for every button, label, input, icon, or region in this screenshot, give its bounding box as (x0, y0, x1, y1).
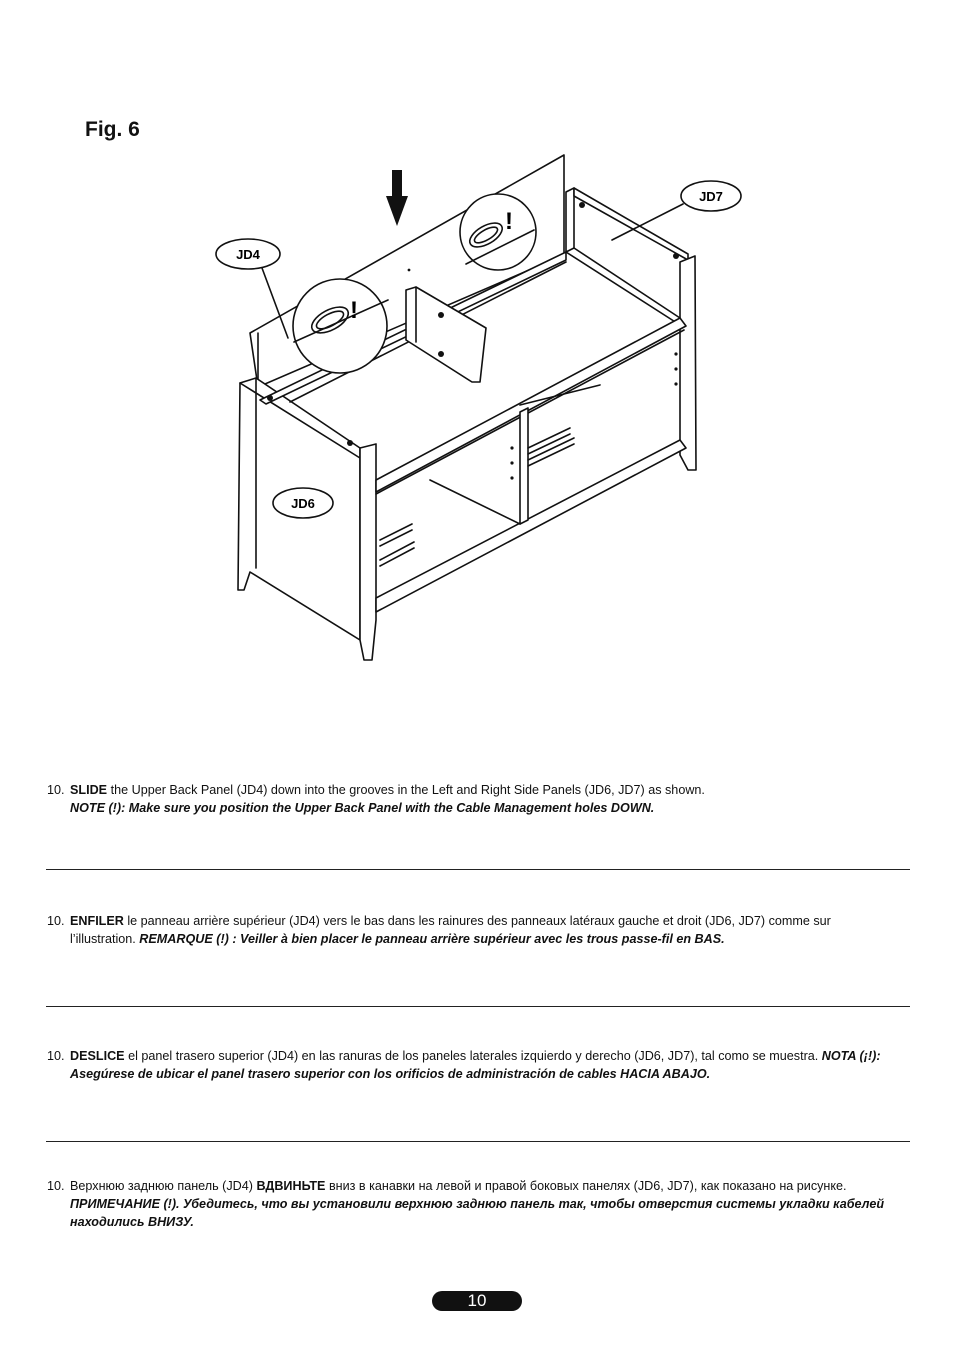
instruction-verb: ВДВИНЬТЕ (256, 1179, 326, 1193)
instruction-verb: ENFILER (70, 914, 124, 928)
label-jd4: JD4 (236, 247, 260, 262)
divider (46, 1141, 910, 1142)
instruction-ru: 10. Верхнюю заднюю панель (JD4) ВДВИНЬТЕ вниз в канавки на левой и правой боковых панелях (JD6, JD7), как показано на рисунке. ПРИМЕЧАНИЕ (!). Убедитесь, что вы установили верхнюю заднюю панель так, чтобы отверстия системы укладки кабелей находились ВНИЗУ. (47, 1179, 885, 1229)
instruction-verb: DESLICE (70, 1049, 125, 1063)
instruction-verb: SLIDE (70, 783, 108, 797)
upper-back-panel (250, 155, 564, 387)
caution-mark-left: ! (350, 297, 358, 324)
down-arrow-icon (386, 170, 408, 226)
divider (46, 1006, 910, 1007)
instruction-note: NOTE (!): Make sure you position the Upper Back Panel with the Cable Management holes DOWN. (70, 801, 655, 815)
instruction-en: 10. SLIDE the Upper Back Panel (JD4) down into the grooves in the Left and Right Side Panels (JD6, JD7) as shown. NOTE (!): Make sure you position the Upper Back Panel with the Cable Management holes DOWN. (47, 783, 705, 815)
detail-circle-left (293, 279, 388, 373)
instruction-fr: 10. ENFILER le panneau arrière supérieur (JD4) vers le bas dans les rainures des panneaux latéraux gauche et droit (JD6, JD7) comme sur l’illustration. REMARQUE (!) : Veiller à bien placer le panneau arrière supérieur avec les trous passe-fil en BAS. (47, 914, 831, 946)
instruction-note: ПРИМЕЧАНИЕ (!). Убедитесь, что вы установили верхнюю заднюю панель так, чтобы отверстия системы укладки кабелей находились ВНИЗУ. (70, 1197, 885, 1229)
label-jd6: JD6 (291, 496, 315, 511)
caution-mark-right: ! (505, 208, 513, 235)
label-jd7: JD7 (699, 189, 723, 204)
instruction-note: NOTA (¡!): Asegúrese de ubicar el panel trasero superior con los orificios de administración de cables HACIA ABAJO. (70, 1049, 881, 1081)
divider (46, 869, 910, 870)
left-side-panel (238, 378, 376, 660)
page-number: 10 (432, 1291, 522, 1311)
detail-circle-right (460, 194, 536, 270)
instruction-es: 10. DESLICE el panel trasero superior (JD4) en las ranuras de los paneles laterales izquierdo y derecho (JD6, JD7), tal como se muestra. NOTA (¡!): Asegúrese de ubicar el panel trasero superior con los orificios de administración de cables HACIA ABAJO. (47, 1049, 881, 1081)
instruction-note: REMARQUE (!) : Veiller à bien placer le panneau arrière supérieur avec les trous passe-fil en BAS. (139, 932, 725, 946)
figure-title: Fig. 6 (85, 118, 140, 141)
